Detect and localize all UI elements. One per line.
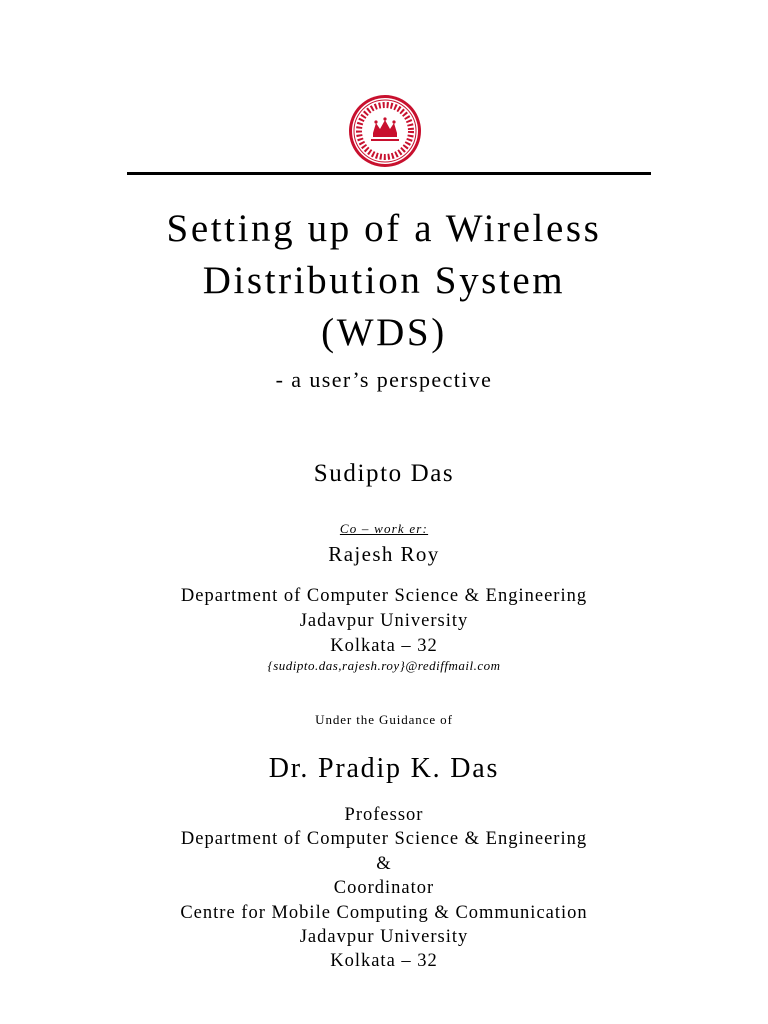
title-line: Distribution System — [202, 259, 566, 302]
author-name: Sudipto Das — [313, 460, 455, 487]
horizontal-rule — [127, 172, 651, 175]
affiliation-line: Kolkata – 32 — [330, 636, 438, 656]
title-line: Setting up of a Wireless — [166, 207, 602, 250]
guide-line: Department of Computer Science & Engineering — [180, 829, 588, 850]
guide-line: Coordinator — [333, 878, 435, 899]
affiliation-line: Jadavpur University — [299, 611, 469, 631]
affiliation-block — [0, 584, 768, 659]
guide-line: Professor — [344, 805, 424, 825]
guide-line: Kolkata – 32 — [330, 951, 438, 972]
coworker-name: Rajesh Roy — [328, 542, 440, 566]
email-address: {sudipto.das,rajesh.roy}@rediffmail.com — [267, 658, 501, 673]
document-subtitle: - a user’s perspective — [275, 367, 493, 392]
guide-line: & — [376, 853, 392, 874]
guide-details — [0, 803, 768, 974]
guide-name: Dr. Pradip K. Das — [268, 753, 500, 784]
guide-line: Centre for Mobile Computing & Communication — [180, 902, 588, 923]
affiliation-line: Department of Computer Science & Engineering — [180, 586, 588, 606]
guide-line: Jadavpur University — [299, 927, 469, 948]
guidance-label: Under the Guidance of — [315, 712, 453, 727]
university-seal-icon — [347, 93, 423, 169]
title-line: (WDS) — [321, 311, 447, 354]
coworker-label: Co – work er: — [339, 521, 429, 536]
document-title — [0, 203, 768, 359]
